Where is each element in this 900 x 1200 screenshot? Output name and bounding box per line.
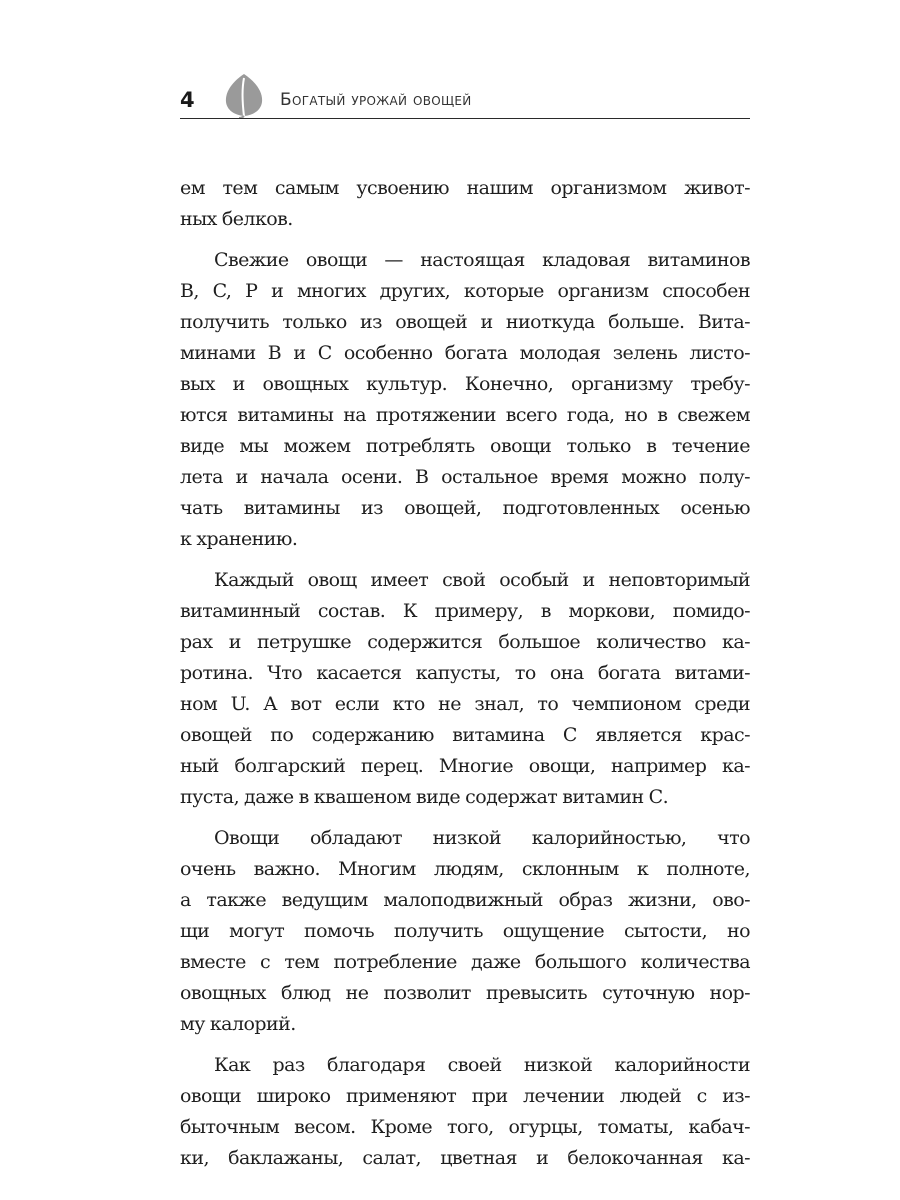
text-line: ный болгарский перец. Многие овощи, например ка- (180, 755, 750, 777)
paragraph (180, 173, 750, 235)
text-line: пуста, даже в квашеном виде содержат витамин С. (180, 786, 669, 808)
text-line: вых и овощных культур. Конечно, организму требу- (180, 373, 750, 395)
text-line: ем тем самым усвоению нашим организмом живот- (180, 177, 750, 199)
text-line: овощных блюд не позволит превысить суточную нор- (180, 982, 750, 1004)
text-line: щи могут помочь получить ощущение сытости, но (180, 920, 750, 942)
text-line: получить только из овощей и ниоткуда больше. Вита- (180, 311, 750, 333)
text-line: очень важно. Многим людям, склонным к полноте, (180, 858, 750, 880)
text-line: Свежие овощи — настоящая кладовая витаминов (214, 249, 750, 271)
text-line: Овощи обладают низкой калорийностью, что (214, 827, 750, 849)
text-line: Каждый овощ имеет свой особый и неповторимый (214, 569, 750, 591)
text-line: виде мы можем потреблять овощи только в течение (180, 435, 750, 457)
header-rule (180, 118, 750, 119)
text-line: Как раз благодаря своей низкой калорийности (214, 1054, 750, 1076)
text-line: ки, баклажаны, салат, цветная и белокочанная ка- (180, 1147, 750, 1169)
paragraph (180, 823, 750, 1040)
text-line: му калорий. (180, 1013, 296, 1035)
text-line: B, C, P и многих других, которые организм способен (180, 280, 750, 302)
text-line: ротина. Что касается капусты, то она богата витами- (180, 662, 750, 684)
text-line: к хранению. (180, 528, 298, 550)
text-line: быточным весом. Кроме того, огурцы, томаты, кабач- (180, 1116, 750, 1138)
text-line: витаминный состав. К примеру, в моркови, помидо- (180, 600, 750, 622)
running-header (180, 72, 750, 120)
text-line: лета и начала осени. В остальное время можно полу- (180, 466, 750, 488)
text-line: ных белков. (180, 208, 293, 230)
text-line: рах и петрушке содержится большое количество ка- (180, 631, 750, 653)
running-title: Богатый урожай овощей (280, 90, 472, 110)
text-line: чать витамины из овощей, подготовленных осенью (180, 497, 750, 519)
leaf-icon (222, 72, 266, 118)
text-line: овощи широко применяют при лечении людей с из- (180, 1085, 750, 1107)
body-text (180, 173, 750, 1174)
paragraph (180, 245, 750, 555)
text-line: вместе с тем потребление даже большого количества (180, 951, 750, 973)
text-line: а также ведущим малоподвижный образ жизни, ово- (180, 889, 750, 911)
paragraph (180, 1050, 750, 1174)
paragraph (180, 565, 750, 813)
text-line: ном U. А вот если кто не знал, то чемпионом среди (180, 693, 750, 715)
text-line: минами В и С особенно богата молодая зелень листо- (180, 342, 750, 364)
text-line: ются витамины на протяжении всего года, но в свежем (180, 404, 750, 426)
page-number: 4 (180, 88, 195, 112)
text-line: овощей по содержанию витамина С является крас- (180, 724, 750, 746)
